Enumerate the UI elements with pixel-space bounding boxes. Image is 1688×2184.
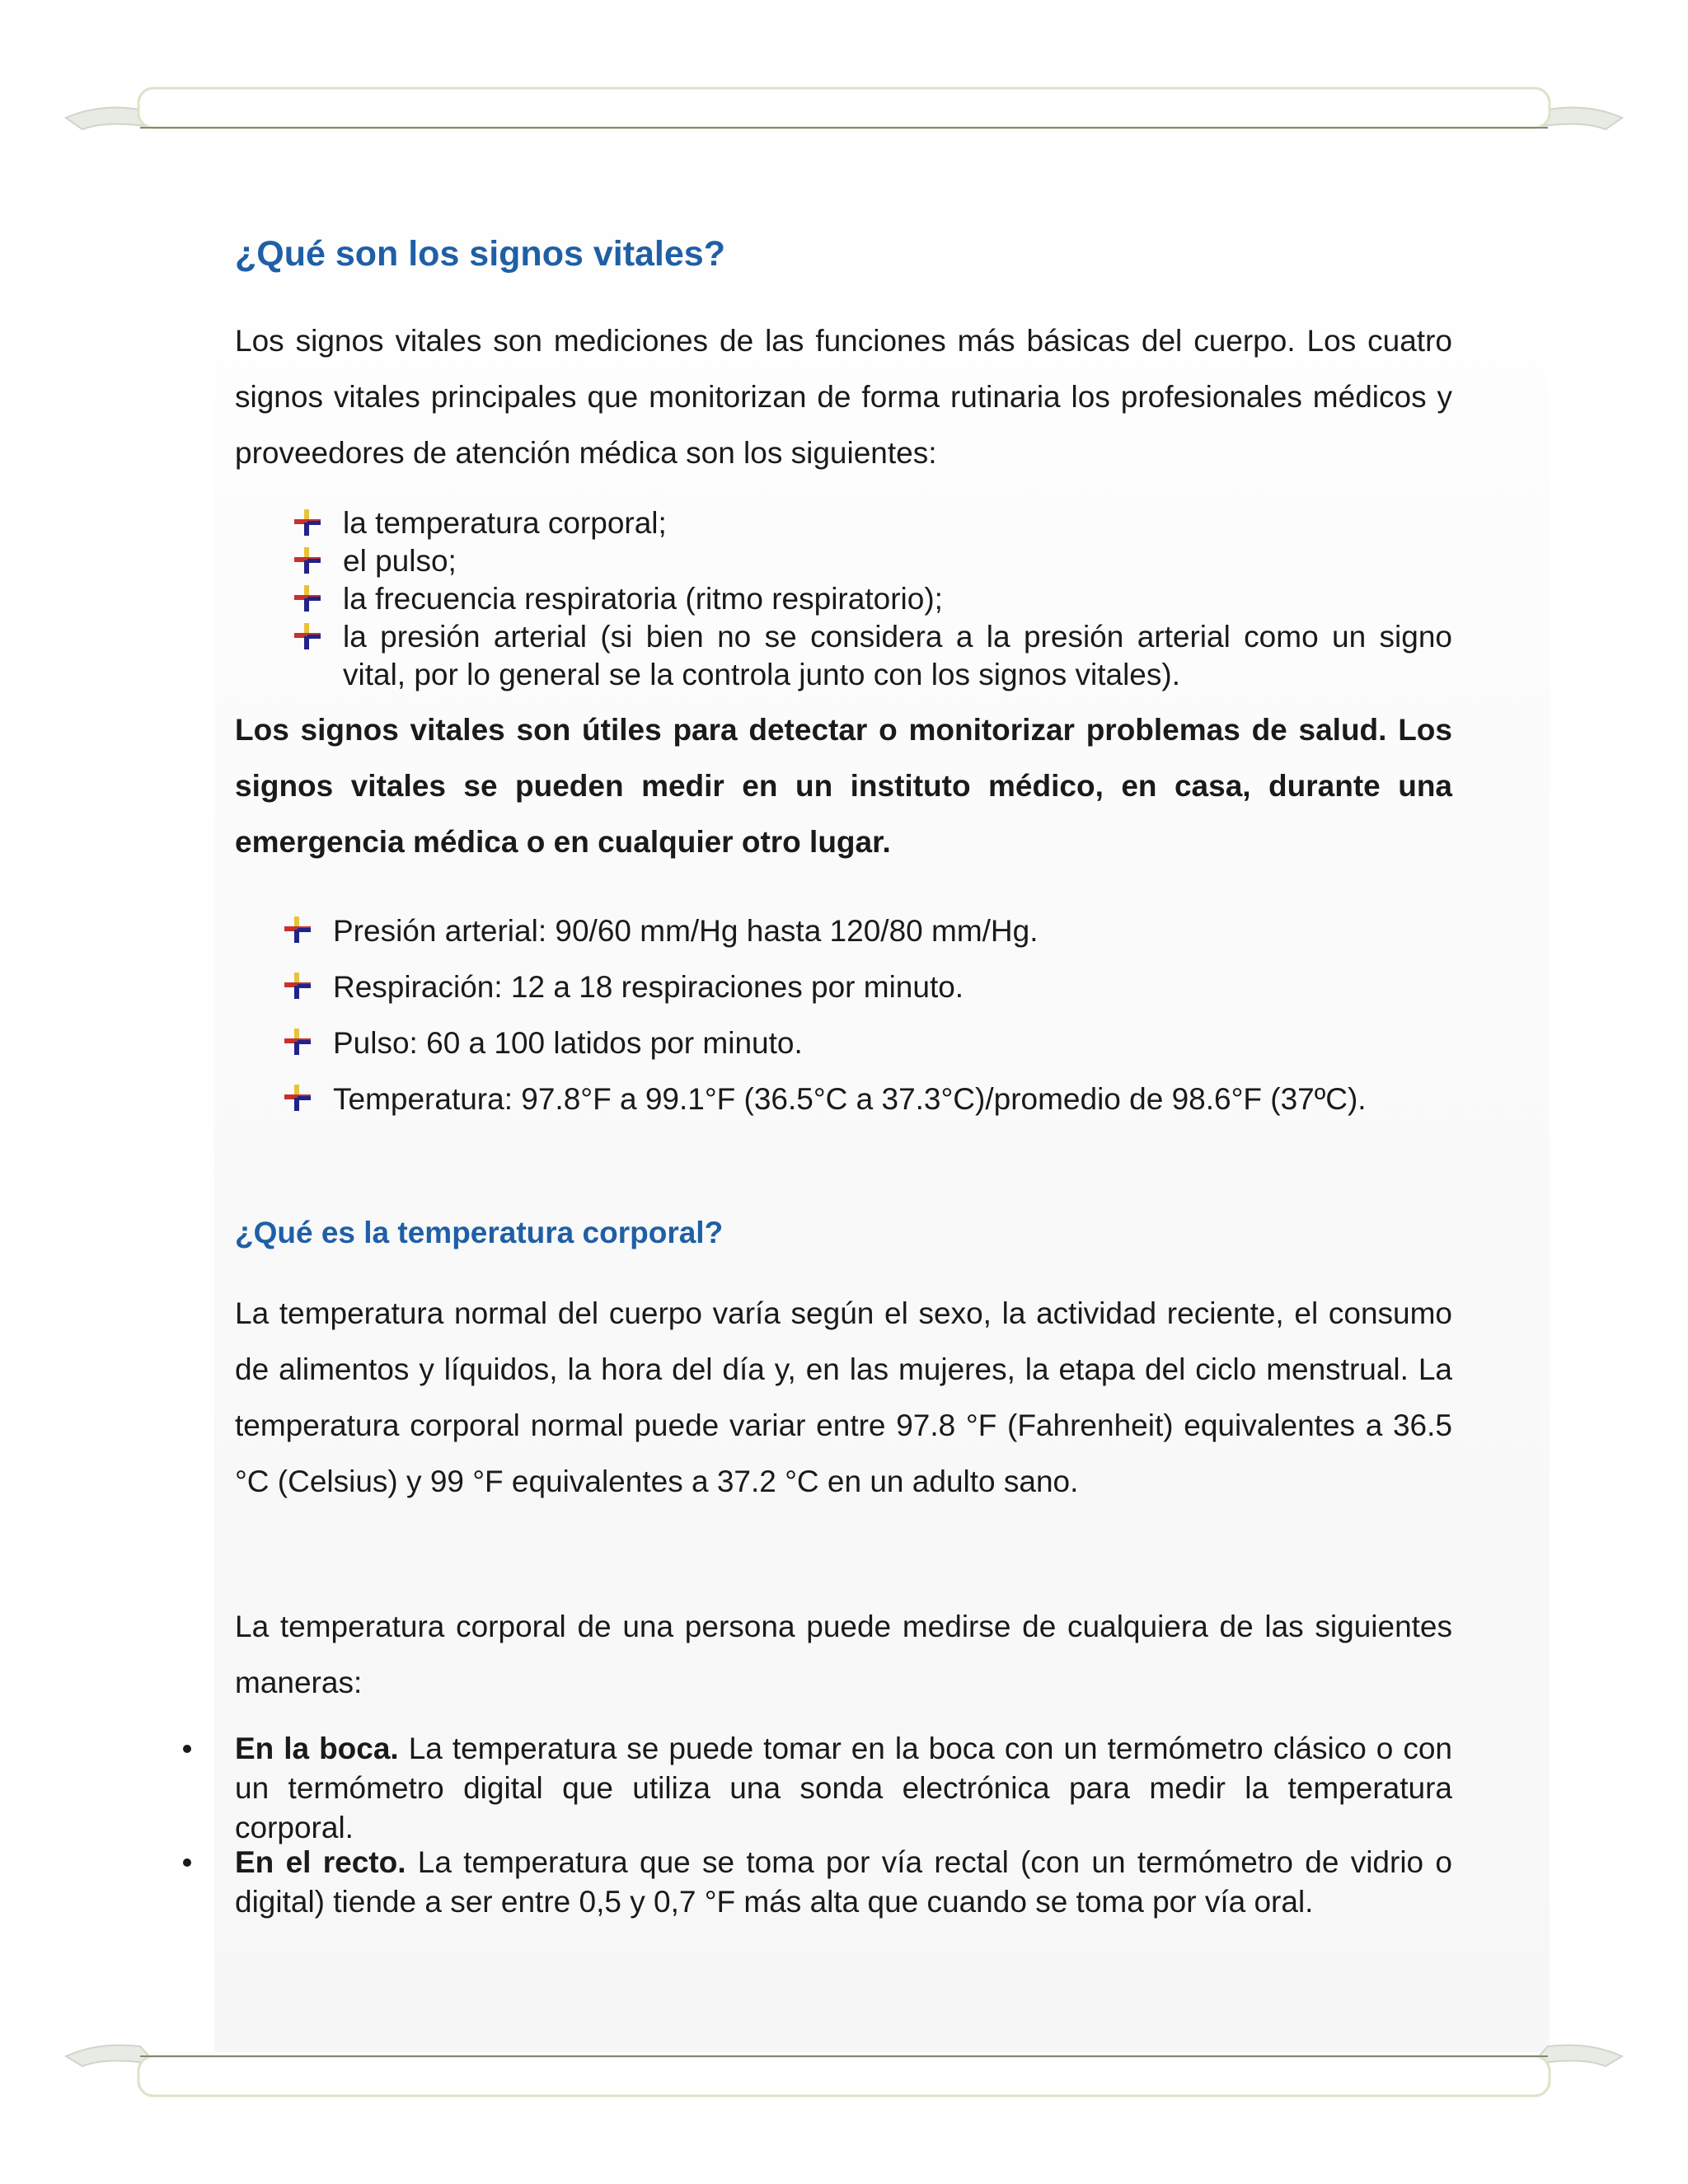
list-item-body: La temperatura que se toma por vía rectal (con un termómetro de vidrio o digital) tiende a ser entre 0,5 y 0,7 °F más alta que cuando se toma por vía oral. [235,1845,1452,1919]
temperature-paragraph: La temperatura normal del cuerpo varía según el sexo, la actividad reciente, el consumo de alimentos y líquidos, la hora del día y, en las mujeres, la etapa del ciclo menstrual. La temperatura corporal normal puede variar entre 97.8 °F (Fahrenheit) equivalentes a 36.5 °C (Celsius) y 99 °F equivalentes a 37.2 °C en un adulto sano. [235,1296,1452,1498]
intro-paragraph: Los signos vitales son mediciones de las funciones más básicas del cuerpo. Los cuatro signos vitales principales que monitorizan de forma rutinaria los profesionales médicos y proveedores de atención médica son los siguientes: [235,324,1452,470]
bullet-icon [283,1027,312,1057]
bullet-icon [293,621,322,651]
bullet-dot [183,1745,191,1753]
list-item-body: La temperatura se puede tomar en la boca con un termómetro clásico o con un termómetro digital que utiliza una sonda electrónica para medir la temperatura corporal. [235,1732,1452,1844]
list-item-text: la temperatura corporal; [343,506,667,540]
list-item-text: la presión arterial (si bien no se considera a la presión arterial como un signo vital, por lo general se la controla junto con los signos vitales). [343,620,1452,691]
list-item-text: la frecuencia respiratoria (ritmo respiratorio); [343,582,943,616]
list-item-text [235,1729,1452,1848]
page-title: ¿Qué son los signos vitales? [235,234,725,274]
measurement-ways-paragraph: La temperatura corporal de una persona puede medirse de cualquiera de las siguientes maneras: [235,1610,1452,1699]
list-item-text: el pulso; [343,544,457,578]
list-item-text: Pulso: 60 a 100 latidos por minuto. [333,1026,803,1060]
bottom-scroll-border [0,2023,1688,2114]
bullet-icon [283,915,312,944]
bullet-icon [283,971,312,1001]
bullet-icon [283,1083,312,1113]
bullet-dot [183,1858,191,1867]
bullet-icon [293,508,322,537]
bullet-icon [293,583,322,613]
list-item-text [235,1843,1452,1922]
list-item-text: Respiración: 12 a 18 respiraciones por minuto. [333,970,964,1004]
list-item-lead: En la boca. [235,1732,399,1765]
list-item-text: Presión arterial: 90/60 mm/Hg hasta 120/80 mm/Hg. [333,914,1039,948]
top-scroll-border [0,78,1688,169]
bullet-icon [293,546,322,575]
section-subtitle: ¿Qué es la temperatura corporal? [235,1216,724,1249]
usefulness-paragraph: Los signos vitales son útiles para detectar o monitorizar problemas de salud. Los signos vitales se pueden medir en un instituto médico, en casa, durante una emergencia médica o en cualquier otro lugar. [235,713,1452,859]
list-item-text: Temperatura: 97.8°F a 99.1°F (36.5°C a 37.3°C)/promedio de 98.6°F (37ºC). [333,1082,1367,1116]
list-item-lead: En el recto. [235,1845,406,1879]
